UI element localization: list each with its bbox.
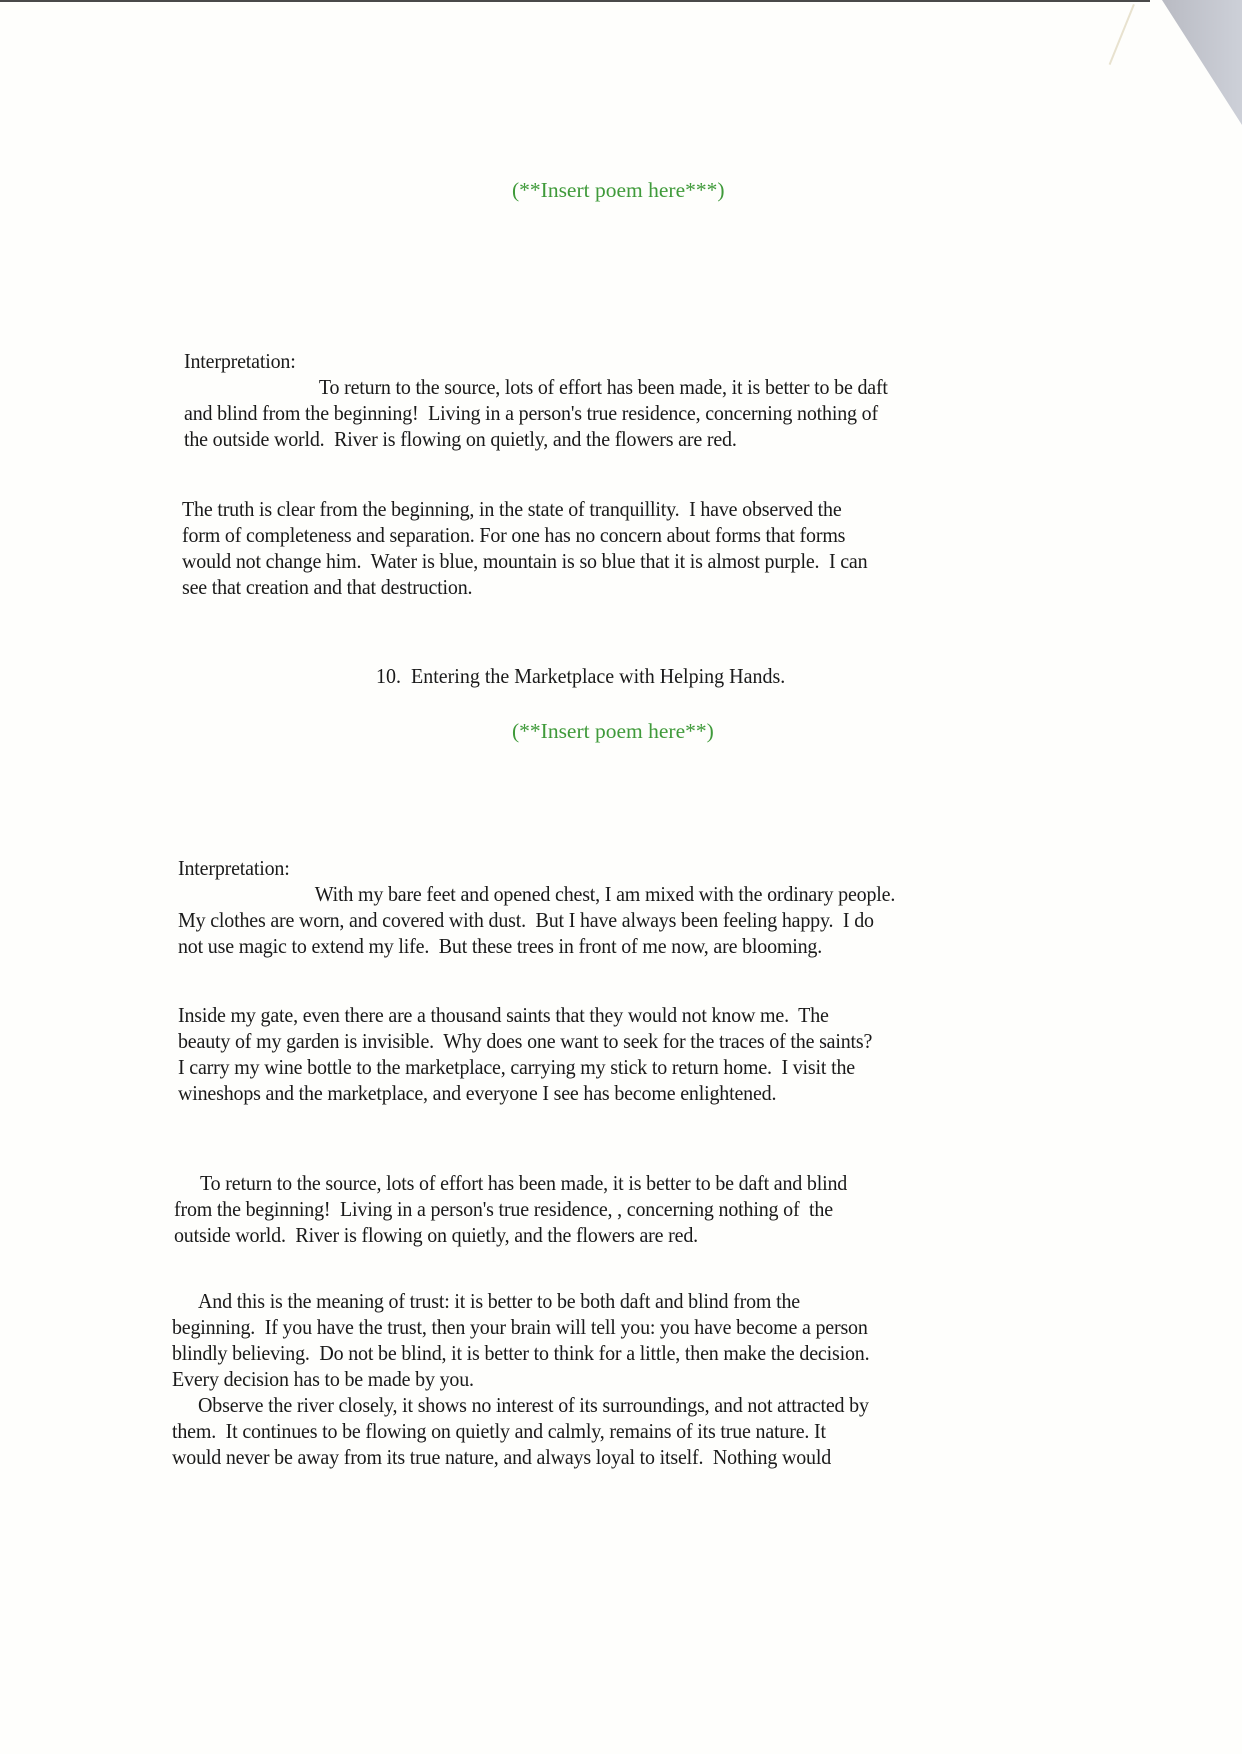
commentary-paragraph-1 xyxy=(174,1170,847,1248)
text-line: Inside my gate, even there are a thousand saints that they would not know me. The xyxy=(178,1003,829,1027)
poem-placeholder-2: (**Insert poem here**) xyxy=(512,719,714,743)
folded-corner xyxy=(1162,0,1242,125)
text-line: blindly believing. Do not be blind, it is better to think for a little, then make the decision. xyxy=(172,1341,870,1365)
text-line: With my bare feet and opened chest, I am mixed with the ordinary people. xyxy=(314,882,896,906)
fold-crease xyxy=(1109,4,1135,65)
commentary-paragraph-2 xyxy=(172,1288,869,1470)
text-line: and blind from the beginning! Living in a person's true residence, concerning nothing of xyxy=(184,401,878,425)
text-line: from the beginning! Living in a person's true residence, , concerning nothing of the xyxy=(174,1197,833,1221)
text-line: beginning. If you have the trust, then your brain will tell you: you have become a person xyxy=(172,1315,868,1339)
section-heading: 10. Entering the Marketplace with Helping Hands. xyxy=(376,664,786,688)
interpretation-paragraph-2 xyxy=(182,496,867,600)
text-line: I carry my wine bottle to the marketplace, carrying my stick to return home. I visit the xyxy=(178,1055,855,1079)
interpretation-label: Interpretation: xyxy=(178,856,290,880)
text-line: And this is the meaning of trust: it is better to be both daft and blind from the xyxy=(198,1289,800,1313)
interpretation-section-1 xyxy=(184,348,888,452)
text-line: would not change him. Water is blue, mountain is so blue that it is almost purple. I can xyxy=(182,549,868,573)
text-line: outside world. River is flowing on quietly, and the flowers are red. xyxy=(174,1223,698,1247)
interpretation-label: Interpretation: xyxy=(184,349,296,373)
text-line: not use magic to extend my life. But these trees in front of me now, are blooming. xyxy=(178,934,823,958)
text-line: the outside world. River is flowing on quietly, and the flowers are red. xyxy=(184,427,737,451)
text-line: beauty of my garden is invisible. Why does one want to seek for the traces of the saints? xyxy=(178,1029,873,1053)
text-line: would never be away from its true nature, and always loyal to itself. Nothing would xyxy=(172,1445,832,1469)
text-line: My clothes are worn, and covered with dust. But I have always been feeling happy. I do xyxy=(178,908,874,932)
text-line: see that creation and that destruction. xyxy=(182,575,473,599)
text-line: form of completeness and separation. For one has no concern about forms that forms xyxy=(182,523,846,547)
poem-placeholder-1: (**Insert poem here***) xyxy=(512,178,725,202)
text-line: Every decision has to be made by you. xyxy=(172,1367,474,1391)
text-line: Observe the river closely, it shows no interest of its surroundings, and not attracted by xyxy=(198,1393,869,1417)
text-line: To return to the source, lots of effort has been made, it is better to be daft xyxy=(318,375,888,399)
text-line: them. It continues to be flowing on quietly and calmly, remains of its true nature. It xyxy=(172,1419,826,1443)
text-line: To return to the source, lots of effort has been made, it is better to be daft and blind xyxy=(200,1171,848,1195)
interpretation-paragraph-2b xyxy=(178,1002,872,1106)
text-line: The truth is clear from the beginning, in the state of tranquillity. I have observed the xyxy=(182,497,842,521)
scan-edge xyxy=(0,0,1150,2)
text-line: wineshops and the marketplace, and everyone I see has become enlightened. xyxy=(178,1081,777,1105)
interpretation-section-2 xyxy=(178,855,895,959)
